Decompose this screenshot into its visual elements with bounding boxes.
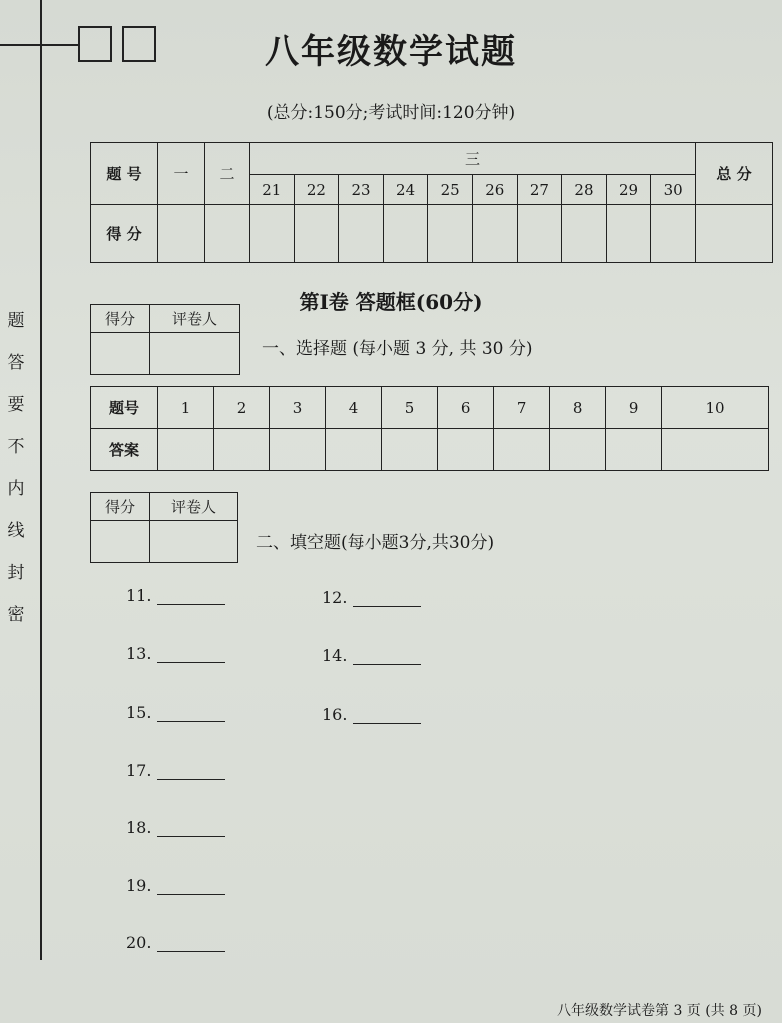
answer-row-label: 答案 <box>91 429 158 471</box>
answer-cell[interactable] <box>438 429 494 471</box>
answer-cell[interactable] <box>158 429 214 471</box>
grader-score-cell[interactable] <box>91 333 150 375</box>
question-number: 9 <box>606 387 662 429</box>
sub-question-number: 27 <box>517 175 562 205</box>
page-title: 八年级数学试题 <box>265 32 517 72</box>
seal-char: 要 <box>7 395 25 415</box>
sub-question-number: 26 <box>472 175 517 205</box>
col-part-two: 二 <box>205 143 250 205</box>
blank-item <box>126 876 225 895</box>
blank-number: 11. <box>126 586 152 605</box>
col-total: 总 分 <box>696 143 773 205</box>
part-one-heading: 一、选择题 (每小题 3 分, 共 30 分) <box>262 339 533 359</box>
score-cell[interactable] <box>606 205 651 263</box>
score-cell[interactable] <box>651 205 696 263</box>
blank-item <box>126 644 225 663</box>
score-cell[interactable] <box>517 205 562 263</box>
sub-question-number: 29 <box>606 175 651 205</box>
answer-cell[interactable] <box>326 429 382 471</box>
answer-cell[interactable] <box>494 429 550 471</box>
score-cell[interactable] <box>205 205 250 263</box>
exam-info: (总分:150分;考试时间:120分钟) <box>266 103 516 123</box>
seal-margin-line <box>40 0 42 960</box>
col-part-three: 三 <box>250 143 696 175</box>
blank-item <box>322 646 421 665</box>
blank-line[interactable] <box>353 709 421 724</box>
choice-answer-table <box>90 386 769 471</box>
blank-item <box>126 818 225 837</box>
answer-number-label: 题号 <box>91 387 158 429</box>
score-cell[interactable] <box>294 205 339 263</box>
col-part-one: 一 <box>158 143 205 205</box>
section-title: 第Ⅰ卷 答题框(60分) <box>299 290 483 314</box>
score-summary-table <box>90 142 773 263</box>
blank-number: 12. <box>322 588 348 607</box>
seal-char: 答 <box>7 353 25 373</box>
seal-line-notice <box>6 300 26 636</box>
answer-cell[interactable] <box>270 429 326 471</box>
blank-line[interactable] <box>157 590 225 605</box>
blank-number: 15. <box>126 703 152 722</box>
sub-question-number: 21 <box>250 175 295 205</box>
blank-line[interactable] <box>157 880 225 895</box>
question-number: 2 <box>214 387 270 429</box>
answer-cell[interactable] <box>214 429 270 471</box>
page-footer: 八年级数学试卷第 3 页 (共 8 页) <box>557 1003 762 1019</box>
blank-line[interactable] <box>353 592 421 607</box>
blank-line[interactable] <box>157 822 225 837</box>
blank-item <box>126 703 225 722</box>
seal-char: 题 <box>7 311 25 331</box>
score-row-label: 得 分 <box>91 205 158 263</box>
question-number: 10 <box>662 387 769 429</box>
answer-cell[interactable] <box>382 429 438 471</box>
sub-question-number: 28 <box>562 175 607 205</box>
blank-number: 14. <box>322 646 348 665</box>
seal-char: 封 <box>7 563 25 583</box>
blank-number: 19. <box>126 876 152 895</box>
grader-name-label: 评卷人 <box>150 305 240 333</box>
sub-question-number: 30 <box>651 175 696 205</box>
grader-score-label: 得分 <box>91 305 150 333</box>
grader-name-cell[interactable] <box>150 333 240 375</box>
score-cell[interactable] <box>339 205 384 263</box>
answer-cell[interactable] <box>662 429 769 471</box>
seal-char: 线 <box>7 521 25 541</box>
question-number: 1 <box>158 387 214 429</box>
question-number: 7 <box>494 387 550 429</box>
part-two-heading: 二、填空题(每小题3分,共30分) <box>256 533 495 553</box>
blank-number: 20. <box>126 933 152 952</box>
seal-char: 内 <box>7 479 25 499</box>
blank-line[interactable] <box>157 765 225 780</box>
question-number: 3 <box>270 387 326 429</box>
question-number-label: 题 号 <box>91 143 158 205</box>
grader-name-label: 评卷人 <box>150 493 238 521</box>
sub-question-number: 23 <box>339 175 384 205</box>
question-number: 6 <box>438 387 494 429</box>
question-number: 8 <box>550 387 606 429</box>
blank-item <box>126 933 225 952</box>
blank-number: 13. <box>126 644 152 663</box>
score-cell[interactable] <box>428 205 473 263</box>
blank-line[interactable] <box>353 650 421 665</box>
score-cell[interactable] <box>383 205 428 263</box>
blank-item <box>322 588 421 607</box>
seal-char: 不 <box>7 437 25 457</box>
grader-box-part-one <box>90 304 240 375</box>
answer-cell[interactable] <box>606 429 662 471</box>
blank-item <box>126 761 225 780</box>
answer-cell[interactable] <box>550 429 606 471</box>
blank-item <box>322 705 421 724</box>
blank-number: 18. <box>126 818 152 837</box>
grader-score-label: 得分 <box>91 493 150 521</box>
grader-name-cell[interactable] <box>150 521 238 563</box>
blank-line[interactable] <box>157 707 225 722</box>
score-cell[interactable] <box>472 205 517 263</box>
sub-question-number: 24 <box>383 175 428 205</box>
blank-number: 16. <box>322 705 348 724</box>
seal-char: 密 <box>7 605 25 625</box>
question-number: 4 <box>326 387 382 429</box>
blank-line[interactable] <box>157 937 225 952</box>
blank-line[interactable] <box>157 648 225 663</box>
score-cell[interactable] <box>250 205 295 263</box>
score-cell[interactable] <box>696 205 773 263</box>
score-cell[interactable] <box>562 205 607 263</box>
grader-score-cell[interactable] <box>91 521 150 563</box>
sub-question-number: 22 <box>294 175 339 205</box>
blank-item <box>126 586 225 605</box>
sub-question-number: 25 <box>428 175 473 205</box>
score-cell[interactable] <box>158 205 205 263</box>
question-number: 5 <box>382 387 438 429</box>
grader-box-part-two <box>90 492 238 563</box>
blank-number: 17. <box>126 761 152 780</box>
